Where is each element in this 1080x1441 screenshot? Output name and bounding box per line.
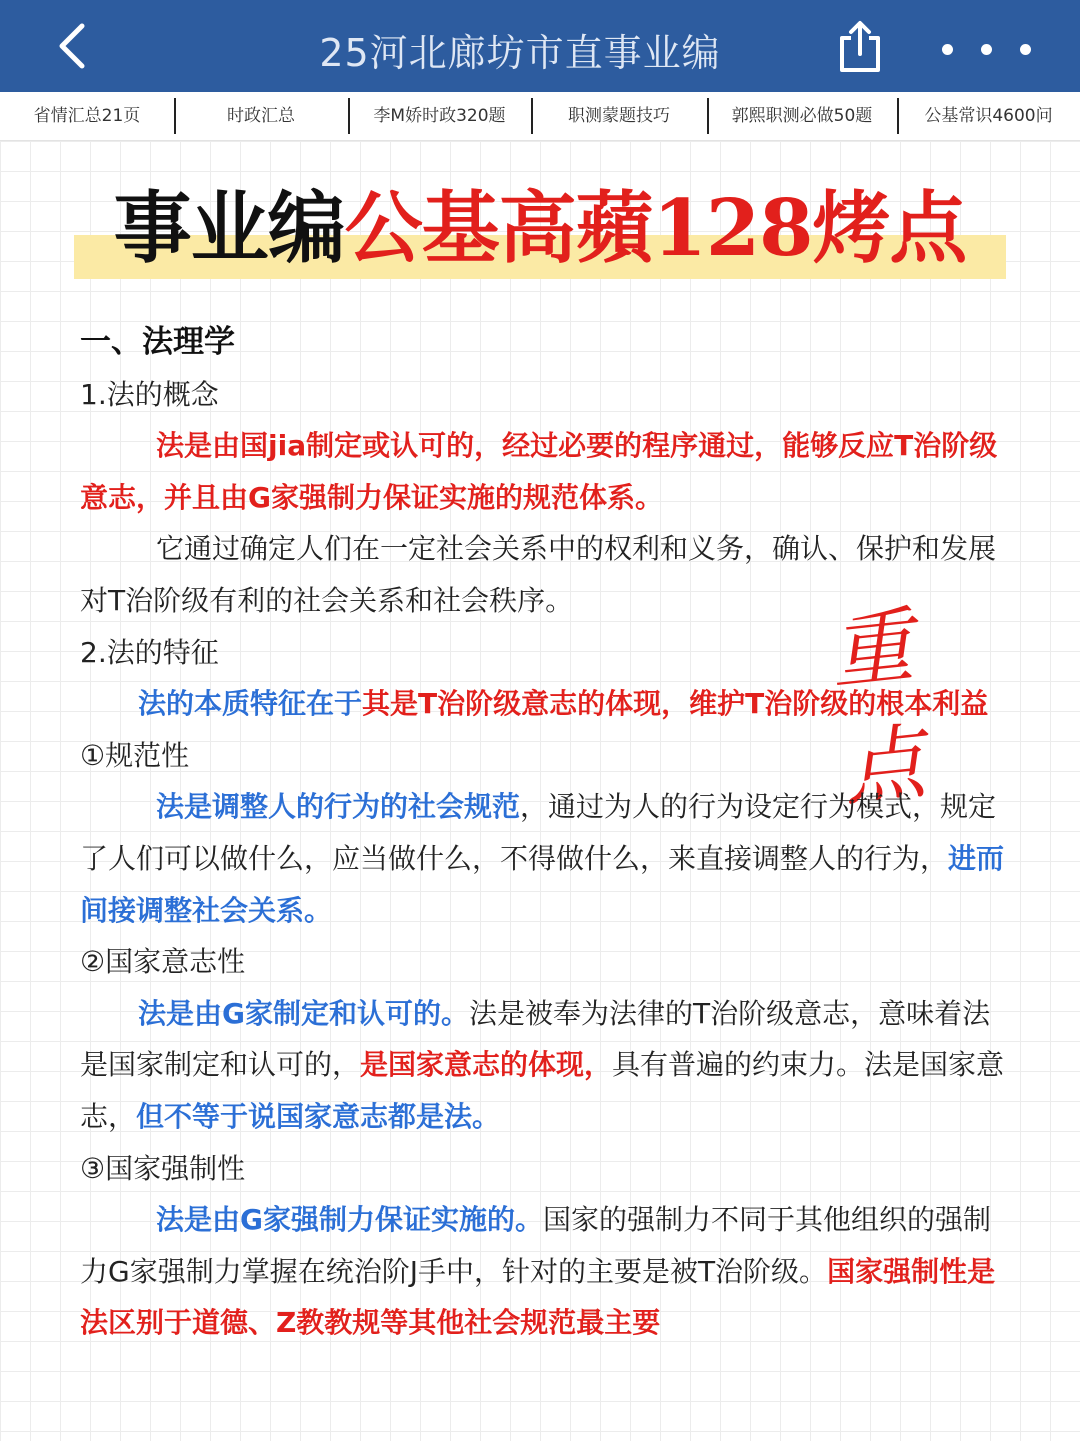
feature-coercive-title: ③国家强制性 bbox=[80, 1151, 246, 1185]
normative-blue-2: 进而间接调整社会关系。 bbox=[80, 841, 1005, 927]
subheading-features: 2.法的特征 bbox=[80, 635, 219, 669]
tab-must-do-50[interactable]: 郭熙职测必做50题 bbox=[707, 92, 897, 140]
more-dots-icon bbox=[942, 44, 953, 55]
top-nav-bar bbox=[0, 0, 1080, 92]
feature-state-will-title: ②国家意志性 bbox=[80, 945, 246, 979]
tab-current-affairs[interactable]: 时政汇总 bbox=[174, 92, 348, 140]
more-dot bbox=[981, 44, 992, 55]
headline bbox=[74, 179, 1006, 279]
paragraph-definition: 法是由国jia制定或认可的，经过必要的程序通过，能够反应T治阶级意志，并且由G家强制力保证实施的规范体系。 bbox=[80, 429, 998, 514]
key-point-stamp: 重点 bbox=[826, 599, 924, 818]
chevron-left-icon bbox=[48, 18, 98, 74]
more-button[interactable] bbox=[930, 30, 1040, 70]
feature-normative-text bbox=[80, 781, 1005, 936]
note-image bbox=[0, 141, 1080, 1441]
essence-blue: 法的本质特征在于 bbox=[138, 687, 363, 721]
normative-blue: 法是调整人的行为的社会规范 bbox=[156, 790, 521, 824]
page-title: 25河北廊坊市直事业编 bbox=[319, 31, 721, 75]
normative-text: ，通过为人的行为设定行为模式，规定了人们可以做什么，应当做什么，不得做什么，来直接调整人的行为， bbox=[80, 790, 997, 875]
shortcut-tab-bar bbox=[0, 92, 1080, 141]
note-body bbox=[80, 317, 1005, 1349]
headline-part2: 公基高蘋128烤点 bbox=[344, 183, 967, 274]
coercive-blue: 法是由G家强制力保证实施的。 bbox=[156, 1203, 543, 1237]
tab-provincial-summary[interactable]: 省情汇总21页 bbox=[33, 106, 141, 126]
headline-part1: 事业编 bbox=[113, 183, 345, 274]
tab-current-affairs-320[interactable]: 李M娇时政320题 bbox=[348, 92, 531, 140]
paragraph-function: 它通过确定人们在一定社会关系中的权利和义务，确认、保护和发展对T治阶级有利的社会关系和社会秩序。 bbox=[80, 532, 997, 617]
state-will-red: 是国家意志的体现， bbox=[360, 1048, 613, 1082]
feature-state-will-text bbox=[80, 988, 1005, 1143]
feature-coercive-text bbox=[80, 1194, 1005, 1349]
coercive-text: 国家的强制力不同于其他组织的强制力G家强制力掌握在统治阶J手中，针对的主要是被T治阶级。 bbox=[80, 1203, 991, 1288]
feature-normative-title: ①规范性 bbox=[80, 738, 190, 772]
state-will-blue-2: 但不等于说国家意志都是法。 bbox=[136, 1099, 501, 1133]
state-will-text: 法是被奉为法律的T治阶级意志，意味着法是国家制定和认可的， bbox=[80, 996, 991, 1082]
state-will-text-2: 具有普遍的约束力。法是国家意志， bbox=[80, 1048, 1005, 1133]
back-button[interactable] bbox=[48, 18, 98, 74]
paragraph-essence bbox=[80, 678, 1005, 730]
essence-red: 其是T治阶级意志的体现，维护T治阶级的根本利益 bbox=[362, 687, 989, 721]
coercive-red: 国家强制性是法区别于道德、Z教教规等其他社会规范最主要 bbox=[80, 1254, 996, 1340]
state-will-blue: 法是由G家制定和认可的。 bbox=[138, 996, 469, 1030]
section-heading: 一、法理学 bbox=[80, 324, 235, 360]
tab-guessing-tips[interactable]: 职测蒙题技巧 bbox=[531, 92, 707, 140]
tab-knowledge-4600[interactable]: 公基常识4600问 bbox=[897, 92, 1080, 140]
more-dot bbox=[1020, 44, 1031, 55]
share-icon bbox=[834, 18, 886, 76]
share-button[interactable] bbox=[834, 18, 886, 76]
subheading-concept: 1.法的概念 bbox=[80, 377, 219, 411]
